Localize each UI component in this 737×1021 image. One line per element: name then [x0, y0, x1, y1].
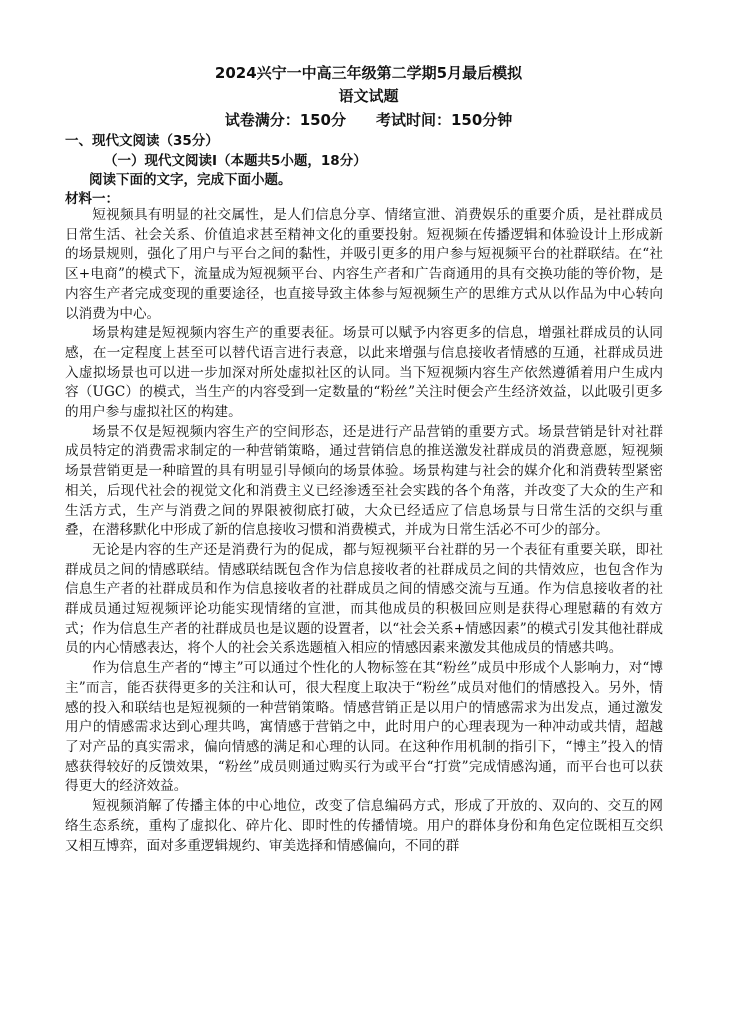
paragraph: 短视频具有明显的社交属性，是人们信息分享、情绪宣泄、消费娱乐的重要介质，是社群成员日常生活、社会关系、价值追求甚至精神文化的重要投射。短视频在传播逻辑和体验设计上形成新的场景规则，强化了用户与平台之间的黏性，并吸引更多的用户参与短视频平台的社群联结。在“社区+电商”的模式下，流量成为短视频平台、内容生产者和广告商通用的具有交换功能的等价物，是内容生产者完成变现的重要途径，也直接导致主体参与短视频生产的思维方式从以作品为中心转向以消费为中心。: [65, 207, 663, 322]
paragraph: 作为信息生产者的“博主”可以通过个性化的人物标签在其“粉丝”成员中形成个人影响力，对“博主”而言，能否获得更多的关注和认可，很大程度上取决于“粉丝”成员对他们的情感投入。另外，情感的投入和联结也是短视频的一种营销策略。情感营销正是以用户的情感需求为出发点，通过激发用户的情感需求达到心理共鸣，寓情感于营销之中，此时用户的心理表现为一种冲动或共情，超越了对产品的真实需求，偏向情感的满足和心理的认同。在这种作用机制的指引下，“博主”投入的情感获得较好的反馈效果，“粉丝”成员则通过购买行为或平台“打赏”完成情感沟通，而平台也可以获得更大的经济效益。: [65, 660, 663, 795]
section-heading: 一、现代文阅读（35分）: [65, 133, 219, 149]
paragraph: 场景构建是短视频内容生产的重要表征。场景可以赋予内容更多的信息，增强社群成员的认同感，在一定程度上甚至可以替代语言进行表意，以此来增强与信息接收者情感的互通，社群成员进入虚拟场景也可以进一步加深对所处虚拟社区的认同。当下短视频内容生产依然遵循着用户生成内容（UGC）的模式，当生产的内容受到一定数量的“粉丝”关注时便会产生经济效益，以此吸引更多的用户参与虚拟社区的构建。: [65, 325, 663, 421]
exam-subtitle: 语文试题: [338, 87, 399, 105]
passage-body: [65, 206, 663, 856]
paragraph: 无论是内容的生产还是消费行为的促成，都与短视频平台社群的另一个表征有重要关联，即社群成员之间的情感联结。情感联结既包含作为信息接收者的社群成员之间的共情效应，也包含作为信息生产者的社群成员和作为信息接收者的社群成员之间的情感交流与互通。作为信息接收者的社群成员通过短视频评论功能实现情绪的宣泄，而其他成员的积极回应则是获得心理慰藉的有效方式；作为信息生产者的社群成员也是议题的设置者，以“社会关系+情感因素”的模式引发其他社群成员的内心情感表达，将个人的社会关系选题植入相应的情感因素来激发其他成员的情感共鸣。: [65, 541, 663, 657]
material-label: 材料一：: [65, 191, 119, 207]
paragraph: 场景不仅是短视频内容生产的空间形态，还是进行产品营销的重要方式。场景营销是针对社群成员特定的消费需求制定的一种营销策略，通过营销信息的推送激发社群成员的消费意愿，短视频场景营销更是一种暗置的具有明显引导倾向的场景体验。场景构建与社会的媒介化和消费转型紧密相关，后现代社会的视觉文化和消费主义已经渗透至社会实践的各个角落，并改变了大众的生产和生活方式，生产与消费之间的界限被彻底打破，大众已经适应了信息场景与日常生活的交织与重叠，在潜移默化中形成了新的信息接收习惯和消费模式，并成为日常生活必不可少的部分。: [65, 423, 663, 539]
exam-info: 试卷满分：150分 考试时间：150分钟: [224, 111, 513, 129]
exam-title: 2024兴宁一中高三年级第二学期5月最后模拟: [214, 64, 523, 82]
subsection-heading: （一）现代文阅读Ⅰ（本题共5小题，18分）: [104, 153, 367, 169]
paragraph: 短视频消解了传播主体的中心地位，改变了信息编码方式，形成了开放的、双向的、交互的网络生态系统，重构了虚拟化、碎片化、即时性的传播情境。用户的群体身份和角色定位既相互交织又相互博弈，面对多重逻辑规约、审美选择和情感偏向，不同的群: [65, 798, 663, 854]
reading-instruction: 阅读下面的文字，完成下面小题。: [89, 172, 292, 188]
